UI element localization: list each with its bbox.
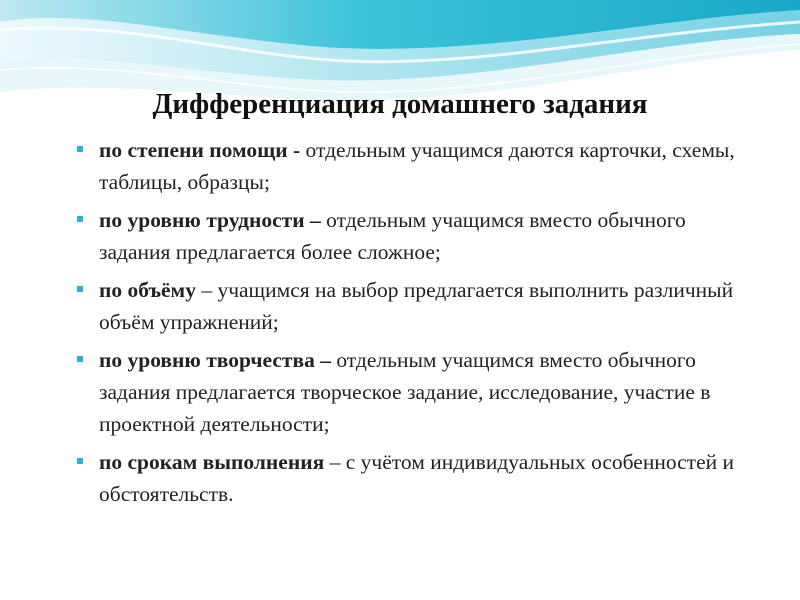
square-bullet-icon bbox=[77, 216, 83, 222]
item-text: – с учётом индивидуальных особенностей и обстоятельств. bbox=[99, 450, 735, 506]
item-lead: по срокам выполнения bbox=[99, 450, 325, 474]
item-text: – учащимся на выбор предлагается выполнить различный объём упражнений; bbox=[99, 278, 734, 334]
list-item bbox=[75, 344, 755, 440]
square-bullet-icon bbox=[77, 458, 83, 464]
bullet-list bbox=[75, 134, 755, 516]
item-lead: по объёму bbox=[99, 278, 196, 302]
item-lead: по степени помощи - bbox=[99, 138, 306, 162]
square-bullet-icon bbox=[77, 146, 83, 152]
item-text: отдельным учащимся вместо обычного задания предлагается более сложное; bbox=[99, 208, 686, 264]
list-item bbox=[75, 204, 755, 268]
list-item bbox=[75, 446, 755, 510]
item-text: отдельным учащимся даются карточки, схемы, таблицы, образцы; bbox=[99, 138, 735, 194]
item-lead: по уровню творчества – bbox=[99, 348, 331, 372]
slide-title: Дифференциация домашнего задания bbox=[152, 88, 648, 120]
item-text: отдельным учащимся вместо обычного задания предлагается творческое задание, исследование, участие в проектной деятельности; bbox=[99, 348, 711, 436]
square-bullet-icon bbox=[77, 286, 83, 292]
list-item bbox=[75, 274, 755, 338]
square-bullet-icon bbox=[77, 356, 83, 362]
list-item bbox=[75, 134, 755, 198]
item-lead: по уровню трудности – bbox=[99, 208, 321, 232]
